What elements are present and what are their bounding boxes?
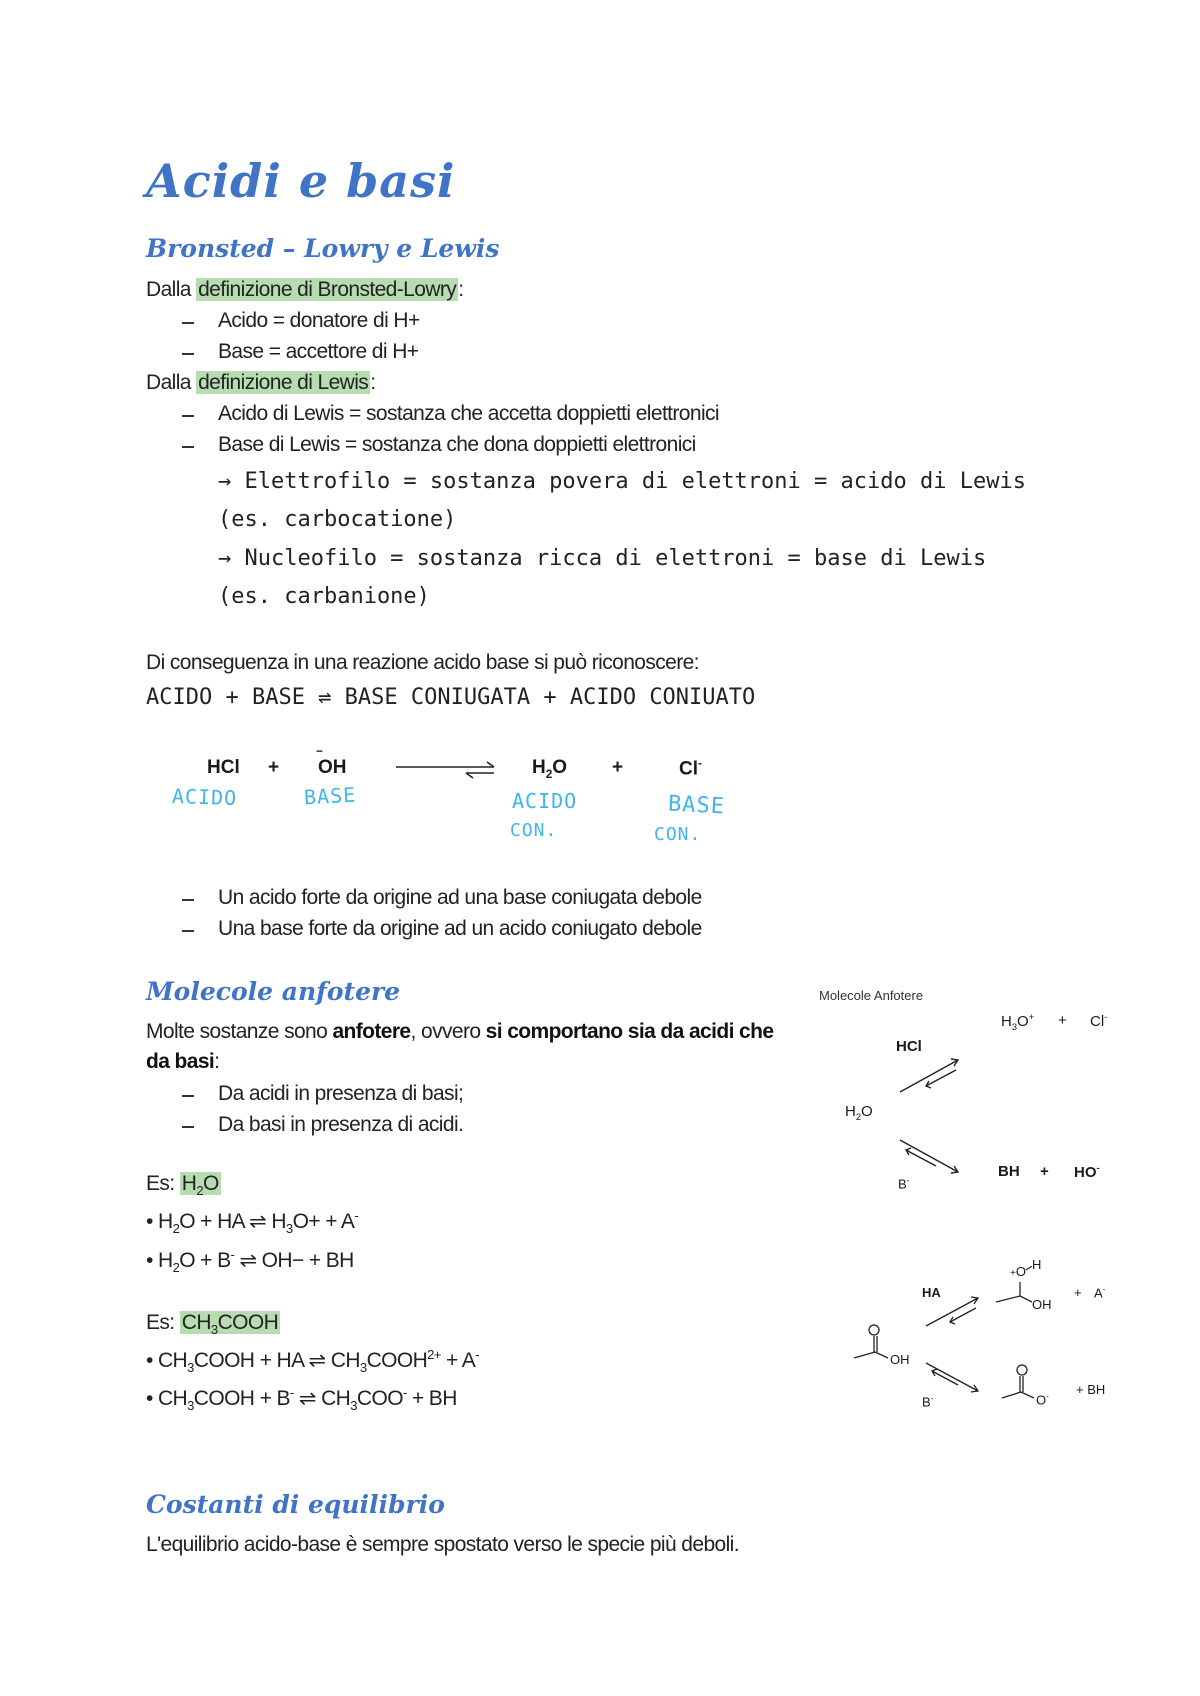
superscript: 2+ (427, 1347, 441, 1362)
eq-part: COO (356, 1387, 403, 1410)
intro-start: Molte sostanze sono (146, 1020, 333, 1043)
superscript: - (289, 1385, 294, 1400)
section-heading-bronsted-lewis: Bronsted – Lowry e Lewis (146, 234, 500, 263)
acetic-reaction-1 (146, 1347, 479, 1375)
handwritten-label-base: BASE (303, 782, 357, 810)
lewis-intro-prefix: Dalla (146, 371, 197, 394)
h-text: H (181, 1172, 197, 1195)
equilibrium-text: L'equilibrio acido-base è sempre spostato verso le specie più deboli. (146, 1533, 739, 1556)
superscript: + (1028, 1012, 1035, 1022)
b-text: B (922, 1394, 931, 1410)
bold-anfotere: anfotere (332, 1020, 411, 1043)
oh-text: OH (318, 757, 347, 778)
example-acetic-label (146, 1311, 280, 1337)
eq-part: + A (440, 1349, 476, 1372)
water-reaction-1 (146, 1208, 358, 1236)
ch-text: CH (181, 1311, 211, 1334)
superscript: - (230, 1247, 235, 1262)
reactant-hydroxide (316, 745, 347, 779)
o-text: O (203, 1172, 219, 1195)
fig-oh-2: OH (1032, 1297, 1052, 1312)
plus-sign: + (612, 757, 624, 778)
water-reaction-2 (146, 1247, 354, 1275)
h-text: H (532, 757, 546, 778)
fig-plus: + (1040, 1163, 1049, 1180)
nucleophile-example: (es. carbanione) (218, 584, 430, 609)
bullet-dash (182, 1126, 194, 1128)
subscript: 2 (196, 1183, 203, 1199)
fig-hydroxide (1074, 1163, 1100, 1181)
fig-ha: HA (922, 1285, 941, 1300)
bold-behaviour: si comportano sia da acidi che (485, 1020, 774, 1043)
lewis-item-base: Base di Lewis = sostanza che dona doppietti elettronici (218, 433, 696, 456)
plus-sign: + (268, 757, 280, 778)
plus-text: + (1010, 1268, 1016, 1279)
lewis-item-acid: Acido di Lewis = sostanza che accetta doppietti elettronici (218, 402, 719, 425)
subscript: 2 (545, 767, 553, 781)
bullet-dash (182, 899, 194, 901)
fig-chloride (1090, 1012, 1107, 1030)
subscript: 2 (172, 1221, 180, 1237)
fig-b-minus-2 (922, 1394, 933, 1409)
intro-mid: , ovvero (410, 1020, 486, 1043)
subscript: 3 (187, 1360, 194, 1376)
handwritten-label-base-con-2: CON. (654, 824, 702, 845)
anfotere-intro-cont (146, 1050, 219, 1074)
anfotere-intro (146, 1020, 773, 1044)
fig-h-label: H (1032, 1257, 1042, 1272)
subscript: 3 (1011, 1022, 1018, 1032)
electrophile-example: (es. carbocatione) (218, 507, 457, 532)
acetate-structure-icon (998, 1360, 1058, 1420)
eq-part: • H (146, 1249, 173, 1272)
bullet-dash (182, 1095, 194, 1097)
fig-b-minus (898, 1176, 909, 1191)
a-text: A (1094, 1285, 1103, 1301)
superscript: - (1046, 1392, 1049, 1401)
lewis-intro (146, 371, 375, 395)
superscript: - (1104, 1012, 1108, 1022)
fig-plus-bh: + BH (1076, 1382, 1106, 1397)
subscript: 3 (359, 1360, 367, 1376)
eq-part: ⇌ CH (293, 1387, 351, 1410)
fig-hcl: HCl (896, 1038, 922, 1055)
subscript: 3 (210, 1322, 218, 1338)
cl-text: Cl (679, 758, 698, 780)
superscript: - (402, 1385, 407, 1400)
eq-part: O + HA ⇌ H (179, 1210, 286, 1233)
o-text: O (1015, 1264, 1026, 1279)
o-text: O (552, 757, 568, 778)
charge: - (698, 757, 702, 770)
cl-text: Cl (1090, 1013, 1105, 1030)
bullet-dash (182, 415, 194, 417)
equilibrium-arrow-down-icon (922, 1357, 992, 1397)
page-title: Acidi e basi (146, 154, 456, 208)
subscript: 3 (350, 1398, 357, 1414)
handwritten-label-base-con: BASE (667, 791, 726, 820)
nucleophile-line: → Nucleofilo = sostanza ricca di elettroni = base di Lewis (218, 546, 987, 571)
lewis-intro-suffix: : (370, 371, 376, 394)
eq-part: + BH (406, 1387, 457, 1410)
superscript: - (1096, 1163, 1100, 1173)
reactant-hcl: HCl (207, 757, 240, 778)
strength-item-acid: Un acido forte da origine ad una base coniugata debole (218, 886, 702, 909)
product-chloride (679, 757, 702, 780)
bullet-dash (182, 353, 194, 355)
eq-part: • H (146, 1210, 173, 1233)
intro-end: : (214, 1050, 220, 1073)
eq-part: • CH (146, 1349, 188, 1372)
bl-item-base: Base = accettore di H+ (218, 340, 419, 363)
bullet-dash (182, 930, 194, 932)
superscript: - (475, 1347, 479, 1362)
product-water (532, 757, 567, 781)
fig-plus-a: + (1074, 1285, 1082, 1300)
superscript: - (930, 1394, 934, 1403)
example-water-label (146, 1172, 221, 1198)
anfotere-item-1: Da acidi in presenza di basi; (218, 1082, 464, 1105)
equilibrium-arrow-up-icon (922, 1292, 992, 1332)
handwritten-label-acid-con-2: CON. (510, 820, 558, 841)
o-text: O (1017, 1013, 1029, 1030)
equilibrium-arrow-icon (394, 758, 504, 788)
es-label: Es: (146, 1311, 180, 1334)
handwritten-label-acid: ACIDO (171, 783, 238, 811)
cooh-text: COOH (217, 1311, 279, 1334)
electrophile-line: → Elettrofilo = sostanza povera di elettroni = acido di Lewis (218, 469, 1026, 494)
bl-intro-prefix: Dalla (146, 278, 197, 301)
superscript: - (354, 1208, 359, 1223)
bl-intro-suffix: : (458, 278, 464, 301)
fig-anion-a (1094, 1285, 1105, 1300)
section-heading-costanti: Costanti di equilibrio (146, 1490, 445, 1519)
subscript: 2 (855, 1112, 862, 1122)
eq-part: O+ + A (292, 1210, 355, 1233)
fig-oh: OH (890, 1352, 910, 1367)
lewis-highlight: definizione di Lewis (198, 371, 369, 394)
es-label: Es: (146, 1172, 180, 1195)
bullet-dash (182, 446, 194, 448)
superscript: - (1102, 1285, 1106, 1294)
subscript: 3 (187, 1398, 194, 1414)
fig-hydronium (1001, 1012, 1034, 1032)
subscript: 3 (285, 1221, 293, 1237)
bl-intro (146, 278, 463, 302)
eq-part: • CH (146, 1387, 188, 1410)
anfotere-item-2: Da basi in presenza di acidi. (218, 1113, 464, 1136)
subscript: 2 (172, 1260, 180, 1276)
general-equation: ACIDO + BASE ⇌ BASE CONIUGATA + ACIDO CONIUATO (146, 685, 756, 710)
o-text: O (1036, 1392, 1047, 1408)
acetic-highlight (180, 1311, 280, 1338)
water-highlight (180, 1172, 221, 1199)
strength-item-base: Una base forte da origine ad un acido coniugato debole (218, 917, 702, 940)
fig-water (845, 1103, 873, 1122)
eq-part: COOH (366, 1349, 428, 1372)
fig-plus: + (1058, 1012, 1067, 1029)
h-text: H (1001, 1013, 1012, 1030)
bullet-dash (182, 322, 194, 324)
acetic-acid-structure-icon (850, 1320, 910, 1380)
eq-part: COOH + B (193, 1387, 290, 1410)
o-text: O (861, 1103, 873, 1120)
eq-part: ⇌ OH− + BH (234, 1249, 354, 1272)
ho-text: HO (1074, 1164, 1097, 1181)
handwritten-label-acid-con: ACIDO (512, 789, 578, 813)
bl-item-acid: Acido = donatore di H+ (218, 309, 420, 332)
figure-title: Molecole Anfotere (819, 988, 924, 1003)
superscript: - (906, 1176, 910, 1185)
equilibrium-arrow-up-icon (896, 1052, 976, 1102)
fig-bh: BH (998, 1163, 1020, 1180)
bl-highlight: definizione di Bronsted-Lowry (198, 278, 457, 301)
consequence-text: Di conseguenza in una reazione acido base si può riconoscere: (146, 651, 699, 674)
acetic-reaction-2 (146, 1385, 457, 1413)
h-text: H (845, 1103, 856, 1120)
fig-acetate-o (1036, 1392, 1049, 1407)
eq-part: O + B (179, 1249, 231, 1272)
charge-minus: − (316, 745, 323, 758)
bold-da-basi: da basi (146, 1050, 215, 1073)
section-heading-anfotere: Molecole anfotere (146, 977, 401, 1006)
b-text: B (898, 1176, 907, 1192)
eq-part: COOH + HA ⇌ CH (193, 1349, 360, 1372)
